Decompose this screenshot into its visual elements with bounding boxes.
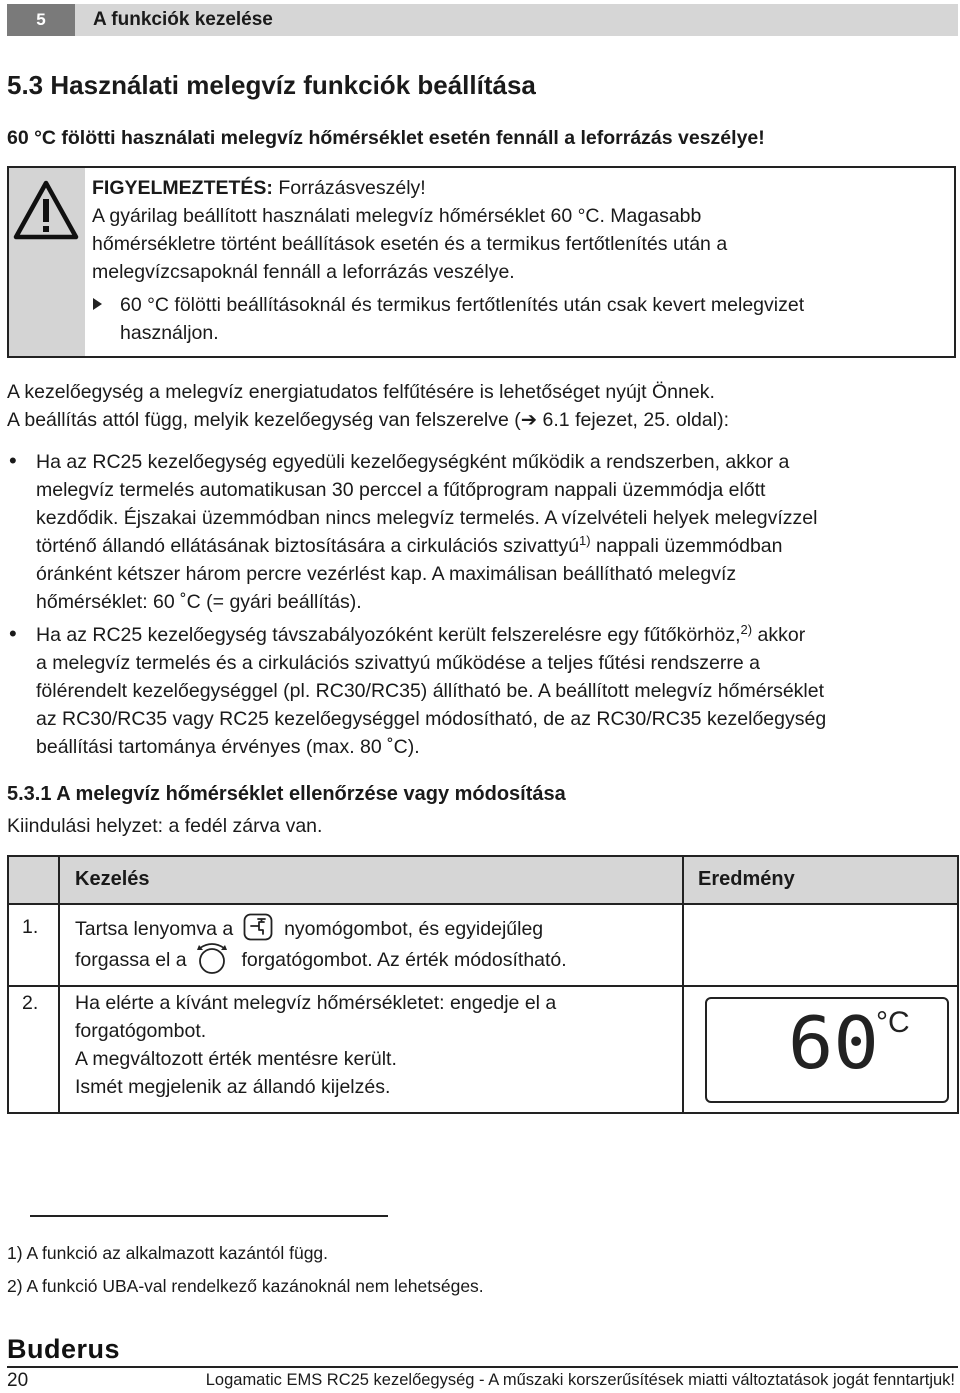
table-divider <box>7 985 959 987</box>
bullet-line: kezdődik. Éjszakai üzemmódban nincs melegvíz termelés. A vízelvételi helyek melegvízzel <box>36 507 818 529</box>
step-text-line: forgatógombot. <box>75 1020 207 1042</box>
bullet-line: melegvíz termelés automatikusan 30 perccel a fűtőprogram nappali üzemmódja előtt <box>36 479 766 501</box>
table-header-result: Eredmény <box>698 868 795 890</box>
step-text-line: forgassa el a forgatógombot. Az érték módosítható. <box>75 941 567 975</box>
warning-label: FIGYELMEZTETÉS: <box>92 177 273 199</box>
step-text-line: Ha elérte a kívánt melegvíz hőmérsékletet: engedje el a <box>75 992 557 1014</box>
start-state: Kiindulási helyzet: a fedél zárva van. <box>7 815 323 837</box>
bullet-line: az RC30/RC35 vagy RC25 kezelőegységgel módosítható, de az RC30/RC35 kezelőegység <box>36 708 827 730</box>
arrow-right-icon: ➔ <box>520 409 538 431</box>
warning-line: melegvízcsapoknál fennáll a leforrázás veszélye. <box>92 261 515 283</box>
bullet-line: óránként kétszer három percre vezérlést kap. A maximálisan beállítható melegvíz <box>36 563 737 585</box>
footnote-ref: 2) <box>740 622 753 637</box>
buderus-logo: Buderus <box>7 1334 121 1364</box>
warning-triangle-icon <box>13 180 79 240</box>
table-divider <box>682 857 684 1112</box>
rotary-knob-icon <box>194 941 230 975</box>
chapter-title: A funkciók kezelése <box>93 9 273 30</box>
bullet-line: történő állandó ellátásának biztosítására a cirkulációs szivattyú$^{1)}$ nappali üzemmódban <box>36 533 783 557</box>
subsection-title: 5.3.1 A melegvíz hőmérséklet ellenőrzése vagy módosítása <box>7 783 566 805</box>
warning-action-line: 60 °C fölötti beállításoknál és termikus fertőtlenítés után csak kevert melegvizet <box>120 294 805 316</box>
table-header-action: Kezelés <box>75 868 150 890</box>
step-text-line: Tartsa lenyomva a nyomógombot, és egyidejűleg <box>75 913 543 943</box>
warning-label-line <box>92 174 952 202</box>
footnote-separator <box>30 1215 388 1217</box>
lcd-temperature-value: 60 <box>787 1001 879 1085</box>
bullet-line: a melegvíz termelés és a cirkulációs szivattyú működése a teljes fűtési rendszerre a <box>36 652 760 674</box>
warning-line: A gyárilag beállított használati melegvíz hőmérséklet 60 °C. Magasabb <box>92 205 702 227</box>
footnote: 1) A funkció az alkalmazott kazántól függ. <box>7 1243 329 1263</box>
chapter-number: 5 <box>7 4 75 36</box>
footnote-ref: 1) <box>579 533 591 548</box>
step-number: 1. <box>22 916 39 938</box>
bullet-line: fölérendelt kezelőegységgel (pl. RC30/RC35) állítható be. A beállított melegvíz hőmérséklet <box>36 680 825 702</box>
footnote: 2) A funkció UBA-val rendelkező kazánoknál nem lehetséges. <box>7 1276 484 1296</box>
action-bullet-icon <box>93 298 102 310</box>
lcd-temperature-unit: °C <box>876 1006 910 1039</box>
section-title: 5.3 Használati melegvíz funkciók beállítása <box>7 70 536 100</box>
warning-headline: 60 °C fölötti használati melegvíz hőmérséklet esetén fennáll a leforrázás veszélye! <box>7 127 765 149</box>
step-text-line: Ismét megjelenik az állandó kijelzés. <box>75 1076 391 1098</box>
intro-line: A kezelőegység a melegvíz energiatudatos felfűtésére is lehetőséget nyújt Önnek. <box>7 381 715 403</box>
bullet-dot-icon: • <box>9 448 17 473</box>
step-text-line: A megváltozott érték mentésre került. <box>75 1048 397 1070</box>
warning-action-line: használjon. <box>120 322 219 344</box>
table-divider <box>7 903 959 905</box>
hot-water-button-icon <box>243 913 273 941</box>
footer-text: Logamatic EMS RC25 kezelőegység - A műszaki korszerűsítések miatti változtatások jogát fenntartjuk! <box>205 1371 955 1389</box>
bullet-line: hőmérséklet: 60 ˚C (= gyári beállítás). <box>36 591 362 613</box>
bullet-line: Ha az RC25 kezelőegység távszabályozóként került felszerelésre egy fűtőkörhöz,$^{2)}$ akkor <box>36 622 806 646</box>
intro-line-reference: A beállítás attól függ, melyik kezelőegység van felszerelve (➔ 6.1 fejezet, 25. oldal): <box>7 409 729 431</box>
step-number: 2. <box>22 992 39 1014</box>
bullet-line: beállítási tartománya érvényes (max. 80 ˚C). <box>36 736 420 758</box>
warning-line: hőmérsékletre történt beállítások esetén és a termikus fertőtlenítés után a <box>92 233 728 255</box>
warning-label-rest: Forrázásveszély! <box>272 177 426 199</box>
page-number: 20 <box>7 1370 29 1391</box>
footer-rule <box>7 1366 958 1368</box>
bullet-line: Ha az RC25 kezelőegység egyedüli kezelőegységként működik a rendszerben, akkor a <box>36 451 790 473</box>
table-divider <box>58 857 60 1112</box>
bullet-dot-icon: • <box>9 621 17 646</box>
